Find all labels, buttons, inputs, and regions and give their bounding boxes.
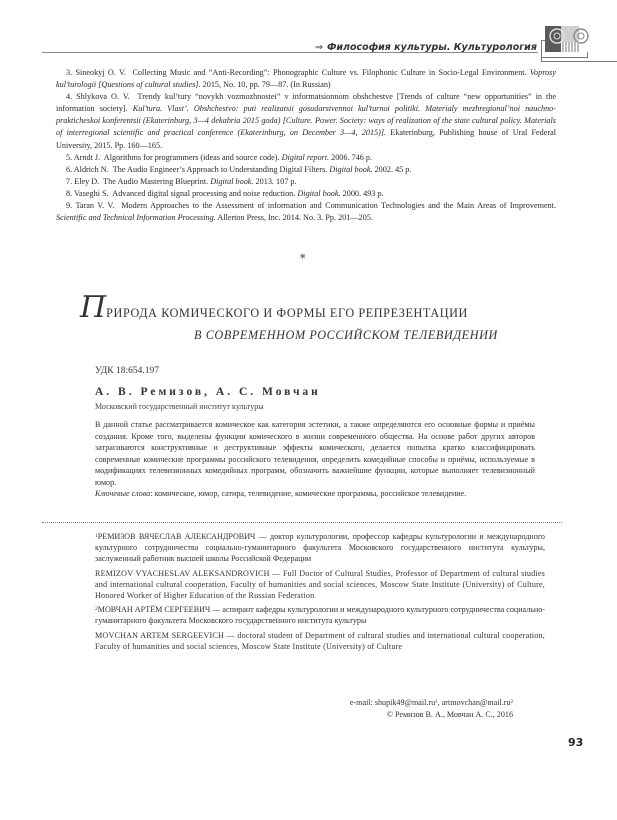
keywords — [95, 488, 535, 500]
logo-frame — [541, 40, 542, 62]
copyright: © Ремизов В. А., Мовчан А. С., 2016 — [386, 709, 513, 719]
section-title: Философия культуры. Культурология — [326, 42, 537, 53]
article-authors: А. В. Ремизов, А. С. Мовчан — [95, 386, 321, 398]
running-header — [315, 42, 537, 53]
ionic-column-capital-icon — [543, 26, 595, 56]
udk-code: УДК 18:654.197 — [95, 366, 159, 376]
title-line-1: РИРОДА КОМИЧЕСКОГО И ФОРМЫ ЕГО РЕПРЕЗЕНТАЦИИ — [106, 306, 468, 320]
email-line: e-mail: $shupik49@mail.ru^1$, $artmovchan@mail.ru^2$ — [349, 698, 513, 707]
reference-item: 5. Arndt J. Algorithms for programmers (ideas and source code). Digital report. 2006. 746 p. — [66, 152, 373, 162]
title-line-2: В СОВРЕМЕННОМ РОССИЙСКОМ ТЕЛЕВИДЕНИИ — [194, 328, 498, 342]
author-affiliation: Московский государственный институт культуры — [95, 402, 264, 411]
logo-frame — [541, 57, 588, 58]
reference-item: 8. Vaseghi S. Advanced digital signal processing and noise reduction. Digital book. 2000. 493 p. — [66, 188, 384, 198]
bio-item: MOVCHAN ARTEM SERGEEVICH — doctoral student of Department of cultural studies and international cultural cooperation, Faculty of humanities and social sciences, Moscow State Institute (University) of Culture — [95, 630, 545, 651]
bio-item: $^2$МОВЧАН АРТЁМ СЕРГЕЕВИЧ — аспирант кафедры культурологии и международного культурного сотрудничества социально-гуманитарного факультета Московского государственного института культуры — [95, 605, 545, 626]
reference-item: 9. Taran V. V. Modern Approaches to the Assessment of information and Communication Technologies and the Main Areas of Improvement. Scientific and Technical Information Processing. Allerton Press, Inc. 2014. No. 3. Pp. 201—205. — [56, 201, 557, 223]
page-number: 93 — [568, 736, 584, 749]
author-bios — [95, 531, 545, 655]
title-drop-cap: П — [80, 290, 107, 325]
email-link[interactable]: shupik49@mail.ru — [374, 698, 436, 707]
keywords-label: Ключевые слова — [95, 489, 151, 498]
bio-item: REMIZOV VYACHESLAV ALEKSANDROVICH — Full Doctor of Cultural Studies, Professor of Department of cultural studies and international cultural cooperation, Faculty of humanities and social sciences, Moscow State Institute (University) of Culture, Honored Worker of Higher Education of the Russian Federation — [95, 568, 546, 601]
logo-frame — [541, 61, 617, 62]
keywords-list: : комическое, юмор, сатира, телевидение, комические программы, российское телевидение. — [150, 489, 467, 498]
contacts — [350, 697, 513, 720]
reference-list — [56, 67, 556, 224]
abstract-text: В данной статье рассматривается комическое как категория эстетики, а также определяются его основные формы и приёмы создания. Кроме того, выделены функции комического в жизни современного общества. На основе работ других авторов затрагиваются конструктивные и деструктивные эффекты комического, делается попытка кратко классифицировать современные комические программы российского телевидения, определить комедийные способы и приёмы, используемые в модификациях телевизионных комедийных программ, обозначить важнейшие функции, которые выполняет телевизионный юмор. — [95, 420, 535, 487]
arrow-icon: ⇒ — [315, 42, 323, 53]
dotted-divider — [42, 522, 562, 523]
abstract — [95, 419, 535, 500]
bio-item: $^1$РЕМИЗОВ ВЯЧЕСЛАВ АЛЕКСАНДРОВИЧ — доктор культурологии, профессор кафедры культурологии и международного культурного сотрудничества социально-гуманитарного факультета Московского государственного института культуры, заслуженный работник высшей школы Российской Федерации — [95, 532, 545, 564]
section-separator: * — [300, 252, 306, 265]
reference-item: 6. Aldrich N. The Audio Engineer’s Approach to Understanding Digital Filters. Digital book. 2002. 45 p. — [66, 164, 412, 174]
email-link[interactable]: artmovchan@mail.ru — [441, 698, 511, 707]
reference-item: 3. Sineokyj O. V. Collecting Music and “Anti-Recording”: Phonographic Culture vs. Filophonic Culture in Socio-Legal Environment. Voprosy kul’turologii [Questions of cultural studies]. 2015, No. 10, pp. 79—87. (In Russian) — [56, 68, 556, 90]
reference-item: 4. Shlykova O. V. Trendy kul’tury “novykh vozmozhnostei” v informatsionnom obshchestve [Trends of culture “new opportunities” in the information society]. Kul’tura. Vlast’. Obshchestvo: puti realizatsii gosudarstvennoi kul’turnoi politiki. Materialy mezhregional’noi nauchno-prakticheskoi konferentsii (Ekaterinburg, 3—4 dekabria 2015 goda) [Culture. Power. Society: ways of realization of the state cultural policy. Materials of interregional scientific and practical conference (Ekaterinburg, on December 3—4, 2015)]. Ekaterinburg, Publishing house of Ural Federal University, 2015. Pp. 160—165. — [56, 92, 556, 150]
reference-item: 7. Eley D. The Audio Mastering Blueprint. Digital book. 2013. 107 p. — [66, 176, 297, 186]
